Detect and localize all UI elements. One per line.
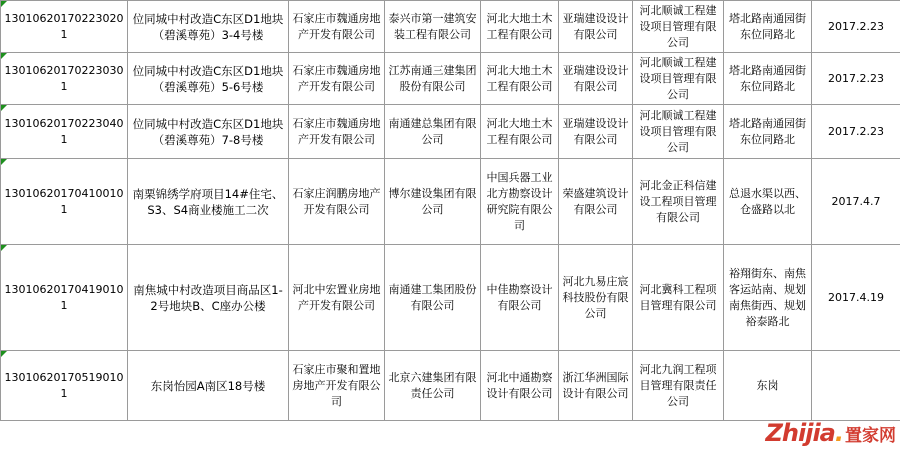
cell-text: 亚瑞建设设计有限公司 (562, 116, 629, 146)
location-cell (724, 1, 812, 53)
site-watermark (766, 419, 897, 447)
cell-text: 泰兴市第一建筑安装工程有限公司 (388, 11, 477, 41)
cell-text: 位同城中村改造C东区D1地块（碧溪尊苑）7-8号楼 (132, 116, 284, 147)
cell-text: 石家庄市魏通房地产开发有限公司 (292, 116, 381, 146)
cell-text: 亚瑞建设设计有限公司 (562, 11, 629, 41)
cell-text: 博尔建设集团有限公司 (388, 186, 477, 216)
cell-text: 石家庄市魏通房地产开发有限公司 (292, 63, 381, 93)
developer-cell (289, 351, 385, 421)
cell-text: 位同城中村改造C东区D1地块（碧溪尊苑）5-6号楼 (132, 63, 284, 94)
table-row (1, 1, 900, 53)
date-cell (812, 351, 900, 421)
cell-text: 石家庄润鹏房地产开发有限公司 (292, 186, 381, 216)
location-cell (724, 351, 812, 421)
cell-text: 河北顺诚工程建设项目管理有限公司 (639, 55, 717, 101)
project-name-cell (128, 351, 289, 421)
watermark-logo: Zhijia. (765, 419, 843, 447)
cell-text: 裕翔街东、南焦客运站南、规划南焦街西、规划裕泰路北 (729, 266, 806, 328)
cell-text: 河北中宏置业房地产开发有限公司 (292, 282, 381, 312)
cell-text: 荣盛建筑设计有限公司 (562, 186, 629, 216)
cell-marker-icon (1, 53, 7, 59)
cell-text: 130106201705190101 (4, 370, 124, 400)
supervisor-cell (633, 351, 724, 421)
cell-text: 东岗 (756, 378, 779, 392)
constructor-cell (385, 1, 481, 53)
project-code-cell (1, 351, 128, 421)
cell-text: 南焦城中村改造项目商品区1-2号地块B、C座办公楼 (133, 282, 283, 313)
supervisor-cell (633, 159, 724, 245)
designer-cell (559, 53, 633, 105)
date-cell (812, 53, 900, 105)
cell-marker-icon (1, 245, 7, 251)
location-cell (724, 53, 812, 105)
cell-text: 位同城中村改造C东区D1地块（碧溪尊苑）3-4号楼 (132, 11, 284, 42)
project-name-cell (128, 53, 289, 105)
surveyor-cell (481, 1, 559, 53)
cell-text: 河北九易庄宸科技股份有限公司 (562, 274, 629, 320)
cell-text: 南栗锦绣学府项目14#住宅、S3、S4商业楼施工二次 (132, 186, 284, 217)
cell-text: 石家庄市魏通房地产开发有限公司 (292, 11, 381, 41)
cell-text: 130106201704190101 (4, 282, 124, 312)
cell-text: 河北大地土木工程有限公司 (486, 11, 553, 41)
project-code-cell (1, 105, 128, 159)
table-row (1, 351, 900, 421)
table-row (1, 53, 900, 105)
surveyor-cell (481, 105, 559, 159)
cell-text: 2017.4.19 (828, 290, 884, 304)
project-name-cell (128, 245, 289, 351)
cell-text: 塔北路南通园街东位同路北 (729, 116, 806, 146)
cell-marker-icon (1, 105, 7, 111)
designer-cell (559, 105, 633, 159)
cell-text: 江苏南通三建集团股份有限公司 (388, 63, 477, 93)
cell-text: 130106201702230301 (4, 63, 124, 93)
developer-cell (289, 159, 385, 245)
developer-cell (289, 1, 385, 53)
designer-cell (559, 159, 633, 245)
cell-text: 河北九润工程项目管理有限责任公司 (639, 362, 717, 408)
constructor-cell (385, 351, 481, 421)
cell-marker-icon (1, 351, 7, 357)
cell-marker-icon (1, 1, 7, 7)
constructor-cell (385, 245, 481, 351)
location-cell (724, 159, 812, 245)
supervisor-cell (633, 245, 724, 351)
cell-text: 南通建工集团股份有限公司 (388, 282, 477, 312)
project-name-cell (128, 159, 289, 245)
project-name-cell (128, 1, 289, 53)
surveyor-cell (481, 351, 559, 421)
surveyor-cell (481, 245, 559, 351)
cell-text: 130106201702230401 (4, 116, 124, 146)
project-code-cell (1, 245, 128, 351)
cell-text: 河北大地土木工程有限公司 (486, 116, 553, 146)
date-cell (812, 245, 900, 351)
cell-text: 中国兵器工业北方勘察设计研究院有限公司 (486, 170, 553, 232)
developer-cell (289, 53, 385, 105)
cell-text: 130106201704100101 (4, 186, 124, 216)
cell-text: 东岗怡园A南区18号楼 (150, 378, 266, 393)
cell-text: 北京六建集团有限责任公司 (388, 370, 477, 400)
cell-text: 河北顺诚工程建设项目管理有限公司 (639, 3, 717, 49)
table-row (1, 245, 900, 351)
cell-text: 2017.2.23 (828, 71, 884, 85)
cell-text: 河北大地土木工程有限公司 (486, 63, 553, 93)
supervisor-cell (633, 53, 724, 105)
location-cell (724, 245, 812, 351)
project-code-cell (1, 159, 128, 245)
cell-text: 亚瑞建设设计有限公司 (562, 63, 629, 93)
project-code-cell (1, 53, 128, 105)
cell-text: 中佳勘察设计有限公司 (486, 282, 553, 312)
cell-text: 塔北路南通园街东位同路北 (729, 63, 806, 93)
surveyor-cell (481, 159, 559, 245)
cell-text: 2017.4.7 (831, 194, 881, 208)
watermark-text: 置家网 (845, 425, 896, 446)
cell-text: 南通建总集团有限公司 (388, 116, 477, 146)
cell-text: 塔北路南通园街东位同路北 (729, 11, 806, 41)
supervisor-cell (633, 1, 724, 53)
cell-text: 河北冀科工程项目管理有限公司 (639, 282, 717, 312)
date-cell (812, 159, 900, 245)
cell-text: 河北中通勘察设计有限公司 (486, 370, 553, 400)
designer-cell (559, 1, 633, 53)
cell-text: 总退水渠以西、仓盛路以北 (729, 186, 806, 216)
designer-cell (559, 351, 633, 421)
table-row (1, 159, 900, 245)
cell-text: 石家庄市聚和置地房地产开发有限公司 (292, 362, 381, 408)
supervisor-cell (633, 105, 724, 159)
surveyor-cell (481, 53, 559, 105)
cell-text: 河北金正科信建设工程项目管理有限公司 (639, 178, 717, 224)
location-cell (724, 105, 812, 159)
constructor-cell (385, 53, 481, 105)
cell-text: 2017.2.23 (828, 124, 884, 138)
designer-cell (559, 245, 633, 351)
date-cell (812, 1, 900, 53)
date-cell (812, 105, 900, 159)
cell-text: 浙江华洲国际设计有限公司 (562, 370, 629, 400)
developer-cell (289, 245, 385, 351)
table-row (1, 105, 900, 159)
cell-text: 河北顺诚工程建设项目管理有限公司 (639, 108, 717, 154)
constructor-cell (385, 159, 481, 245)
project-name-cell (128, 105, 289, 159)
project-code-cell (1, 1, 128, 53)
cell-text: 2017.2.23 (828, 19, 884, 33)
cell-marker-icon (1, 159, 7, 165)
developer-cell (289, 105, 385, 159)
constructor-cell (385, 105, 481, 159)
cell-text: 130106201702230201 (4, 11, 124, 41)
